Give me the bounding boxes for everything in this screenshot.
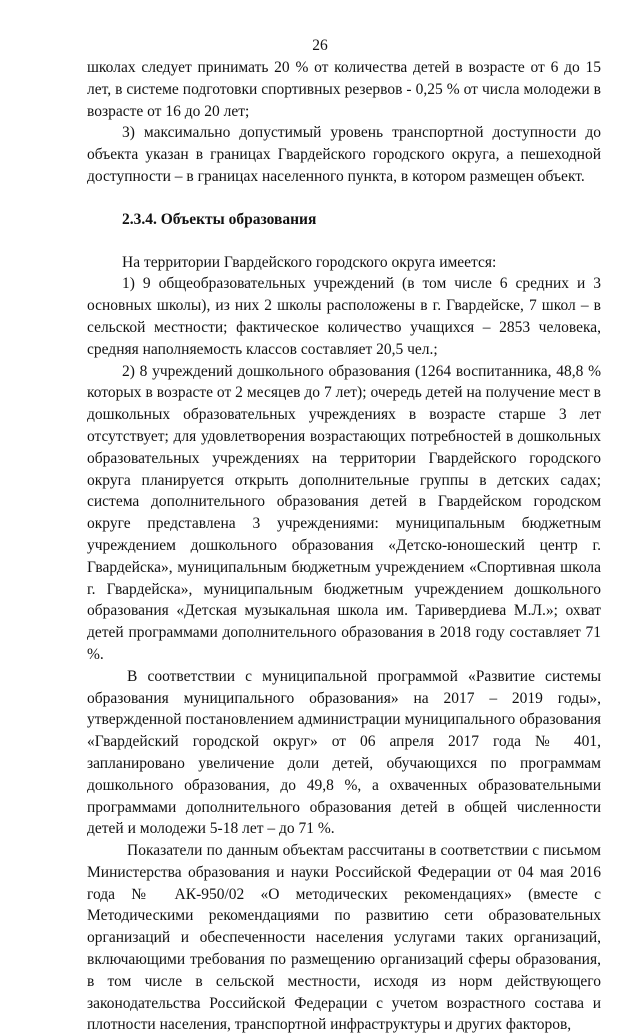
section-heading: 2.3.4. Объекты образования [122,210,317,228]
paragraph-indicators: Показатели по данным объектам рассчитаны в соответствии с письмом Министерства образования и науки Российской Федерации от 04 мая 2016 года № АК-950/02 «О методических рекомендациях» (вместе с Методическими рекомендациями по развитию сети образовательных организаций и обеспеченности населения услугами таких организаций, включающими требования по размещению организаций сферы образования, в том числе в сельской местности, исходя из норм действующего законодательства Российской Федерации с учетом возрастного состава и плотности населения, транспортной инфраструктуры и других факторов, [87,842,601,1034]
paragraph-municipal-program: В соответствии с муниципальной программой «Развитие системы образования муниципального образования» на 2017 – 2019 годы», утвержденной постановлением администрации муниципального образования «Гвардейский городской округ» от 06 апреля 2017 года № 401, запланировано увеличение доли детей, обучающихся по программам дошкольного образования, до 49,8 %, а охваченных образовательными программами дополнительного образования детей в общей численности детей и молодежи 5-18 лет – до 71 %. [87,667,601,838]
paragraph-schools: 1) 9 общеобразовательных учреждений (в том числе 6 средних и 3 основных школы), из них 2 школы расположены в г. Гвардейске, 7 школ – в сельской местности; фактическое количество учащихся – 2853 человека, средняя наполняемость классов составляет 20,5 чел.; [87,275,601,358]
page-number: 26 [312,37,328,54]
document-body [87,57,601,1036]
paragraph-intro: На территории Гвардейского городского округа имеется: [122,253,497,271]
paragraph-transport-accessibility: 3) максимально допустимый уровень транспортной доступности до объекта указан в границах Гвардейского городского округа, а пешеходной доступности – в границах населенного пункта, в котором размещен объект. [87,124,601,185]
paragraph-continuation: школах следует принимать 20 % от количества детей в возрасте от 6 до 15 лет, в системе подготовки спортивных резервов - 0,25 % от числа молодежи в возрасте от 16 до 20 лет; [87,59,601,120]
paragraph-preschools: 2) 8 учреждений дошкольного образования (1264 воспитанника, 48,8 % которых в возрасте от 2 месяцев до 7 лет); очередь детей на получение мест в дошкольных образовательных учреждениях в возрасте старше 3 лет отсутствует; для удовлетворения возрастающих потребностей в дошкольных образовательных учреждениях на территории Гвардейского городского округа планируется открыть дополнительные группы в детских садах; система дополнительного образования детей в Гвардейском городском округе представлена 3 учреждениями: муниципальным бюджетным учреждением дошкольного образования «Детско-юношеский центр г. Гвардейска», муниципальным бюджетным учреждением «Спортивная школа г. Гвардейска», муниципальным бюджетным учреждением дошкольного образования «Детская музыкальная школа им. Таривердиева М.Л.»; охват детей программами дополнительного образования в 2018 году составляет 71 %. [87,362,601,663]
